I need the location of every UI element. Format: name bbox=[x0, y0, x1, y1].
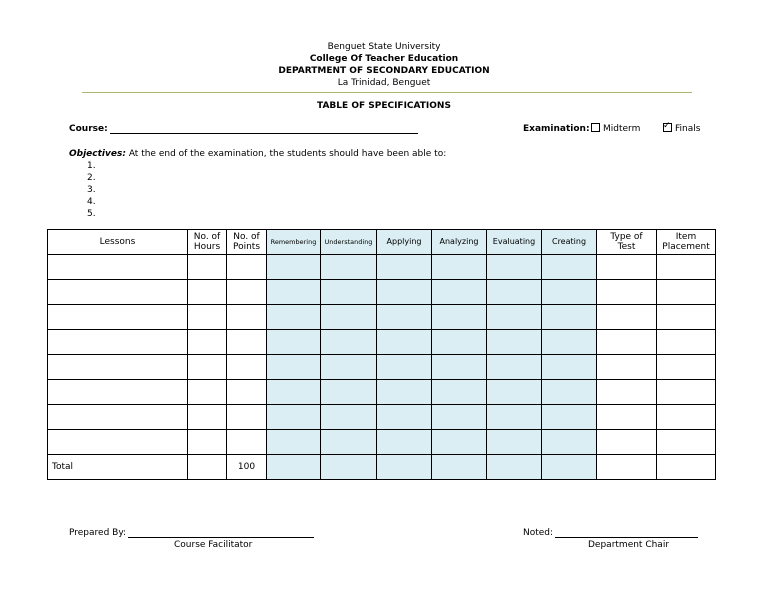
objective-item: 5. bbox=[87, 209, 96, 219]
hours-cell[interactable] bbox=[188, 430, 227, 455]
hours-cell[interactable] bbox=[188, 380, 227, 405]
placement-cell[interactable] bbox=[657, 405, 716, 430]
remembering-cell[interactable] bbox=[267, 355, 321, 380]
remembering-cell[interactable] bbox=[267, 405, 321, 430]
hours-cell[interactable] bbox=[188, 255, 227, 280]
placement-cell[interactable] bbox=[657, 430, 716, 455]
hours-cell[interactable] bbox=[188, 355, 227, 380]
prepared-by-role: Course Facilitator bbox=[174, 540, 253, 550]
points-cell[interactable] bbox=[227, 305, 267, 330]
midterm-label: Midterm bbox=[603, 124, 641, 134]
points-cell[interactable] bbox=[227, 380, 267, 405]
evaluating-cell[interactable] bbox=[487, 430, 542, 455]
hours-cell[interactable] bbox=[188, 405, 227, 430]
department-name: DEPARTMENT OF SECONDARY EDUCATION bbox=[278, 66, 490, 76]
placement-cell[interactable] bbox=[657, 330, 716, 355]
evaluating-cell[interactable] bbox=[487, 305, 542, 330]
type-cell[interactable] bbox=[597, 380, 657, 405]
analyzing-cell[interactable] bbox=[432, 355, 487, 380]
lessons-cell[interactable] bbox=[48, 405, 188, 430]
midterm-option[interactable] bbox=[591, 123, 640, 135]
type-cell[interactable] bbox=[597, 330, 657, 355]
understanding-cell[interactable] bbox=[321, 280, 377, 305]
course-label: Course: bbox=[69, 124, 108, 134]
col-creating: Creating bbox=[542, 230, 597, 255]
total-creating-cell[interactable] bbox=[542, 455, 597, 480]
creating-cell[interactable] bbox=[542, 305, 597, 330]
analyzing-cell[interactable] bbox=[432, 430, 487, 455]
type-cell[interactable] bbox=[597, 405, 657, 430]
remembering-cell[interactable] bbox=[267, 430, 321, 455]
objectives-intro: At the end of the examination, the students should have been able to: bbox=[128, 149, 447, 159]
table-row bbox=[48, 380, 716, 405]
points-cell[interactable] bbox=[227, 355, 267, 380]
specifications-table bbox=[47, 229, 716, 480]
finals-checkbox[interactable] bbox=[663, 123, 672, 132]
col-hours: No. of Hours bbox=[188, 230, 227, 255]
creating-cell[interactable] bbox=[542, 380, 597, 405]
table-row bbox=[48, 330, 716, 355]
points-cell[interactable] bbox=[227, 330, 267, 355]
objective-item: 1. bbox=[87, 161, 96, 171]
creating-cell[interactable] bbox=[542, 430, 597, 455]
applying-cell[interactable] bbox=[377, 255, 432, 280]
applying-cell[interactable] bbox=[377, 405, 432, 430]
placement-cell[interactable] bbox=[657, 380, 716, 405]
objective-item: 2. bbox=[87, 173, 96, 183]
type-cell[interactable] bbox=[597, 280, 657, 305]
remembering-cell[interactable] bbox=[267, 255, 321, 280]
total-points: 100 bbox=[227, 455, 267, 480]
course-field[interactable] bbox=[110, 133, 418, 134]
table-row bbox=[48, 280, 716, 305]
total-placement-cell[interactable] bbox=[657, 455, 716, 480]
table-row bbox=[48, 255, 716, 280]
col-applying: Applying bbox=[377, 230, 432, 255]
examination-label: Examination: bbox=[523, 124, 590, 134]
evaluating-cell[interactable] bbox=[487, 280, 542, 305]
lessons-cell[interactable] bbox=[48, 255, 188, 280]
applying-cell[interactable] bbox=[377, 330, 432, 355]
prepared-by-signature-line[interactable] bbox=[128, 537, 314, 538]
evaluating-cell[interactable] bbox=[487, 255, 542, 280]
type-cell[interactable] bbox=[597, 305, 657, 330]
total-hours-cell[interactable] bbox=[188, 455, 227, 480]
document-title: TABLE OF SPECIFICATIONS bbox=[317, 101, 451, 111]
understanding-cell[interactable] bbox=[321, 330, 377, 355]
noted-signature-line[interactable] bbox=[555, 537, 698, 538]
placement-cell[interactable] bbox=[657, 355, 716, 380]
col-analyzing: Analyzing bbox=[432, 230, 487, 255]
objective-item: 4. bbox=[87, 197, 96, 207]
table-header-row bbox=[48, 230, 716, 255]
placement-cell[interactable] bbox=[657, 280, 716, 305]
table-row bbox=[48, 430, 716, 455]
remembering-cell[interactable] bbox=[267, 330, 321, 355]
total-type-cell[interactable] bbox=[597, 455, 657, 480]
type-cell[interactable] bbox=[597, 355, 657, 380]
col-lessons: Lessons bbox=[48, 230, 188, 255]
applying-cell[interactable] bbox=[377, 430, 432, 455]
university-name: Benguet State University bbox=[327, 42, 441, 52]
lessons-cell[interactable] bbox=[48, 305, 188, 330]
total-label: Total bbox=[48, 455, 188, 480]
type-cell[interactable] bbox=[597, 255, 657, 280]
lessons-cell[interactable] bbox=[48, 355, 188, 380]
finals-option[interactable] bbox=[663, 123, 700, 135]
hours-cell[interactable] bbox=[188, 330, 227, 355]
applying-cell[interactable] bbox=[377, 280, 432, 305]
remembering-cell[interactable] bbox=[267, 280, 321, 305]
understanding-cell[interactable] bbox=[321, 255, 377, 280]
analyzing-cell[interactable] bbox=[432, 255, 487, 280]
total-applying-cell[interactable] bbox=[377, 455, 432, 480]
finals-label: Finals bbox=[675, 124, 701, 134]
col-understanding: Understanding bbox=[321, 230, 377, 255]
table-row bbox=[48, 355, 716, 380]
understanding-cell[interactable] bbox=[321, 380, 377, 405]
remembering-cell[interactable] bbox=[267, 305, 321, 330]
total-analyzing-cell[interactable] bbox=[432, 455, 487, 480]
total-evaluating-cell[interactable] bbox=[487, 455, 542, 480]
understanding-cell[interactable] bbox=[321, 305, 377, 330]
understanding-cell[interactable] bbox=[321, 405, 377, 430]
lessons-cell[interactable] bbox=[48, 430, 188, 455]
total-understanding-cell[interactable] bbox=[321, 455, 377, 480]
analyzing-cell[interactable] bbox=[432, 280, 487, 305]
creating-cell[interactable] bbox=[542, 405, 597, 430]
type-cell[interactable] bbox=[597, 430, 657, 455]
col-remembering: Remembering bbox=[267, 230, 321, 255]
col-item-placement: Item Placement bbox=[657, 230, 716, 255]
hours-cell[interactable] bbox=[188, 305, 227, 330]
placement-cell[interactable] bbox=[657, 255, 716, 280]
analyzing-cell[interactable] bbox=[432, 305, 487, 330]
objectives-label: Objectives: bbox=[69, 149, 126, 159]
college-name: College Of Teacher Education bbox=[309, 54, 459, 64]
applying-cell[interactable] bbox=[377, 380, 432, 405]
creating-cell[interactable] bbox=[542, 255, 597, 280]
noted-label: Noted: bbox=[523, 528, 554, 538]
understanding-cell[interactable] bbox=[321, 430, 377, 455]
table-row bbox=[48, 305, 716, 330]
midterm-checkbox[interactable] bbox=[591, 123, 600, 132]
lessons-cell[interactable] bbox=[48, 380, 188, 405]
applying-cell[interactable] bbox=[377, 305, 432, 330]
location: La Trinidad, Benguet bbox=[337, 78, 431, 88]
points-cell[interactable] bbox=[227, 280, 267, 305]
lessons-cell[interactable] bbox=[48, 330, 188, 355]
col-type-of-test: Type of Test bbox=[597, 230, 657, 255]
remembering-cell[interactable] bbox=[267, 380, 321, 405]
applying-cell[interactable] bbox=[377, 355, 432, 380]
col-points: No. of Points bbox=[227, 230, 267, 255]
creating-cell[interactable] bbox=[542, 280, 597, 305]
evaluating-cell[interactable] bbox=[487, 380, 542, 405]
evaluating-cell[interactable] bbox=[487, 405, 542, 430]
understanding-cell[interactable] bbox=[321, 355, 377, 380]
analyzing-cell[interactable] bbox=[432, 405, 487, 430]
points-cell[interactable] bbox=[227, 430, 267, 455]
analyzing-cell[interactable] bbox=[432, 380, 487, 405]
lessons-cell[interactable] bbox=[48, 280, 188, 305]
objective-item: 3. bbox=[87, 185, 96, 195]
evaluating-cell[interactable] bbox=[487, 330, 542, 355]
noted-role: Department Chair bbox=[588, 540, 670, 550]
total-remembering-cell[interactable] bbox=[267, 455, 321, 480]
analyzing-cell[interactable] bbox=[432, 330, 487, 355]
prepared-by-label: Prepared By: bbox=[69, 528, 127, 538]
placement-cell[interactable] bbox=[657, 305, 716, 330]
creating-cell[interactable] bbox=[542, 355, 597, 380]
col-evaluating: Evaluating bbox=[487, 230, 542, 255]
table-row bbox=[48, 405, 716, 430]
points-cell[interactable] bbox=[227, 405, 267, 430]
creating-cell[interactable] bbox=[542, 330, 597, 355]
total-row bbox=[48, 455, 716, 480]
hours-cell[interactable] bbox=[188, 280, 227, 305]
objectives-line bbox=[69, 148, 446, 160]
header-divider bbox=[82, 92, 692, 93]
evaluating-cell[interactable] bbox=[487, 355, 542, 380]
points-cell[interactable] bbox=[227, 255, 267, 280]
